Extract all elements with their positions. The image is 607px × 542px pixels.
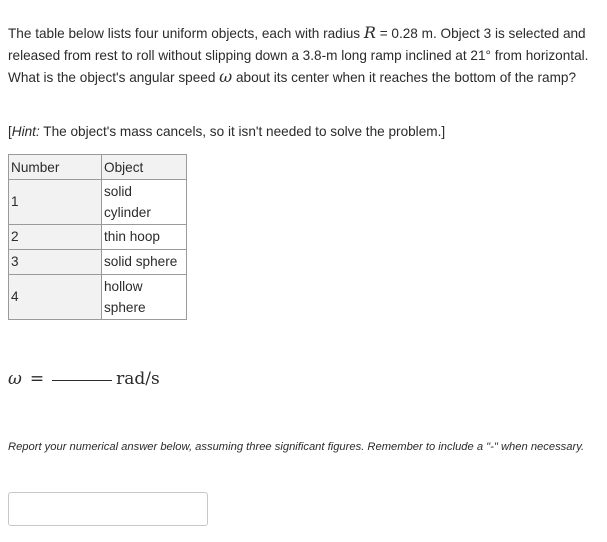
table-row bbox=[9, 275, 187, 320]
row-number: 1 bbox=[9, 180, 102, 225]
row-number: 4 bbox=[9, 275, 102, 320]
radius-value: = 0.28 m bbox=[375, 26, 433, 41]
question-part1: The table below lists four uniform objects, each with radius bbox=[8, 26, 364, 41]
hint-open-bracket: [ bbox=[8, 124, 12, 139]
radius-symbol: R bbox=[363, 23, 376, 42]
row-number: 2 bbox=[9, 225, 102, 250]
hint-body: The object's mass cancels, so it isn't needed to solve the problem.] bbox=[39, 124, 446, 139]
question-part3: about its center when it reaches the bottom of the ramp? bbox=[232, 70, 577, 85]
answer-blank bbox=[52, 379, 112, 381]
hint-text bbox=[8, 121, 445, 142]
row-object-line2: cylinder bbox=[104, 205, 151, 220]
header-object: Object bbox=[102, 155, 187, 180]
row-object-line1: hollow bbox=[104, 278, 143, 294]
table-row bbox=[9, 250, 187, 275]
row-number: 3 bbox=[9, 250, 102, 275]
row-object: thin hoop bbox=[102, 225, 187, 250]
row-object bbox=[102, 275, 187, 320]
header-number: Number bbox=[9, 155, 102, 180]
report-instructions: Report your numerical answer below, assuming three significant figures. Remember to include a "-" when necessary. bbox=[8, 441, 585, 453]
hint-label: Hint: bbox=[11, 124, 40, 139]
row-object-line2: sphere bbox=[104, 300, 146, 315]
row-object bbox=[102, 180, 187, 225]
table-row bbox=[9, 180, 187, 225]
objects-table bbox=[8, 154, 187, 320]
row-object-line1: solid bbox=[104, 183, 132, 199]
omega-symbol: ω bbox=[219, 67, 233, 86]
answer-equation bbox=[8, 369, 160, 389]
table-row bbox=[9, 225, 187, 250]
answer-omega-symbol: ω bbox=[8, 369, 22, 389]
answer-equals-sign: = bbox=[29, 369, 45, 389]
question-text bbox=[8, 22, 598, 89]
answer-input[interactable] bbox=[8, 492, 208, 526]
question-part2: . Object 3 is selected and released from rest to roll without slipping down a 3.8-m long ramp inclined at 21° from horizontal. What is the object's angular speed bbox=[8, 26, 589, 85]
table-header-row bbox=[9, 155, 187, 180]
row-object: solid sphere bbox=[102, 250, 187, 275]
answer-unit: rad/s bbox=[116, 369, 160, 389]
